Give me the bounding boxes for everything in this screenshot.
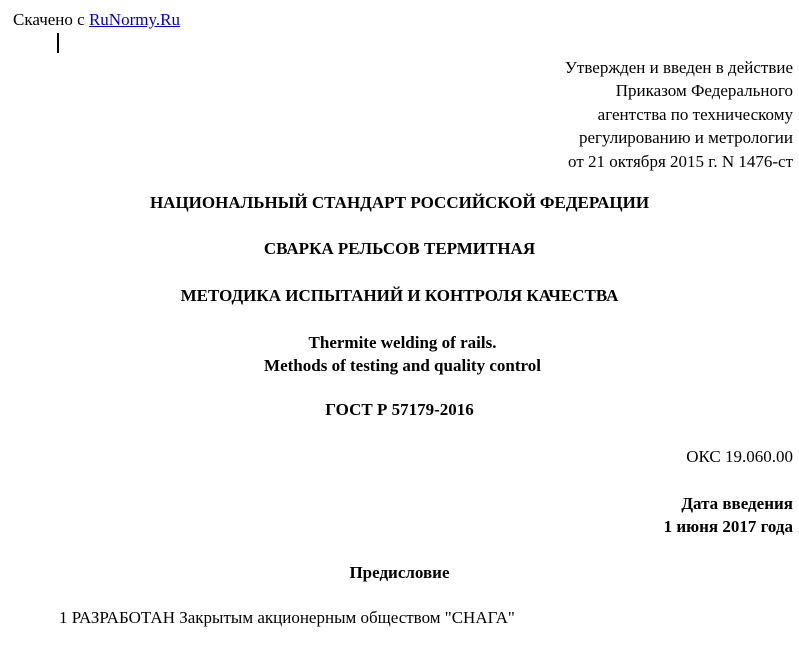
english-title-line: Thermite welding of rails. [308, 333, 497, 352]
oks-code: ОКС 19.060.00 [686, 447, 793, 466]
intro-date-label: Дата введения [681, 494, 793, 513]
source-prefix: Скачено с [13, 10, 85, 29]
english-title [0, 331, 799, 377]
approval-line: регулированию и метрологии [578, 128, 793, 148]
preface-heading: Предисловие [349, 563, 450, 582]
english-title-line: Methods of testing and quality control [264, 356, 541, 375]
gost-number: ГОСТ Р 57179-2016 [325, 400, 474, 419]
runormy-link[interactable]: RuNormy.Ru [88, 10, 180, 29]
approval-line: агентства по техническому [597, 104, 793, 124]
document-subtitle: МЕТОДИКА ИСПЫТАНИЙ И КОНТРОЛЯ КАЧЕСТВА [180, 286, 619, 305]
document-title: СВАРКА РЕЛЬСОВ ТЕРМИТНАЯ [263, 239, 536, 258]
intro-date-value: 1 июня 2017 года [663, 517, 793, 536]
text-cursor [57, 33, 59, 53]
approval-line: от 21 октября 2015 г. N 1476-ст [568, 151, 793, 171]
national-standard-heading: НАЦИОНАЛЬНЫЙ СТАНДАРТ РОССИЙСКОЙ ФЕДЕРАЦИИ [149, 193, 650, 212]
approval-block [565, 56, 793, 173]
source-note [13, 9, 180, 31]
preface-item: 1 РАЗРАБОТАН Закрытым акционерным обществом "СНАГА" [59, 608, 515, 627]
approval-line: Приказом Федерального [615, 81, 793, 101]
approval-line: Утвержден и введен в действие [564, 58, 793, 77]
introduction-date [664, 492, 793, 538]
